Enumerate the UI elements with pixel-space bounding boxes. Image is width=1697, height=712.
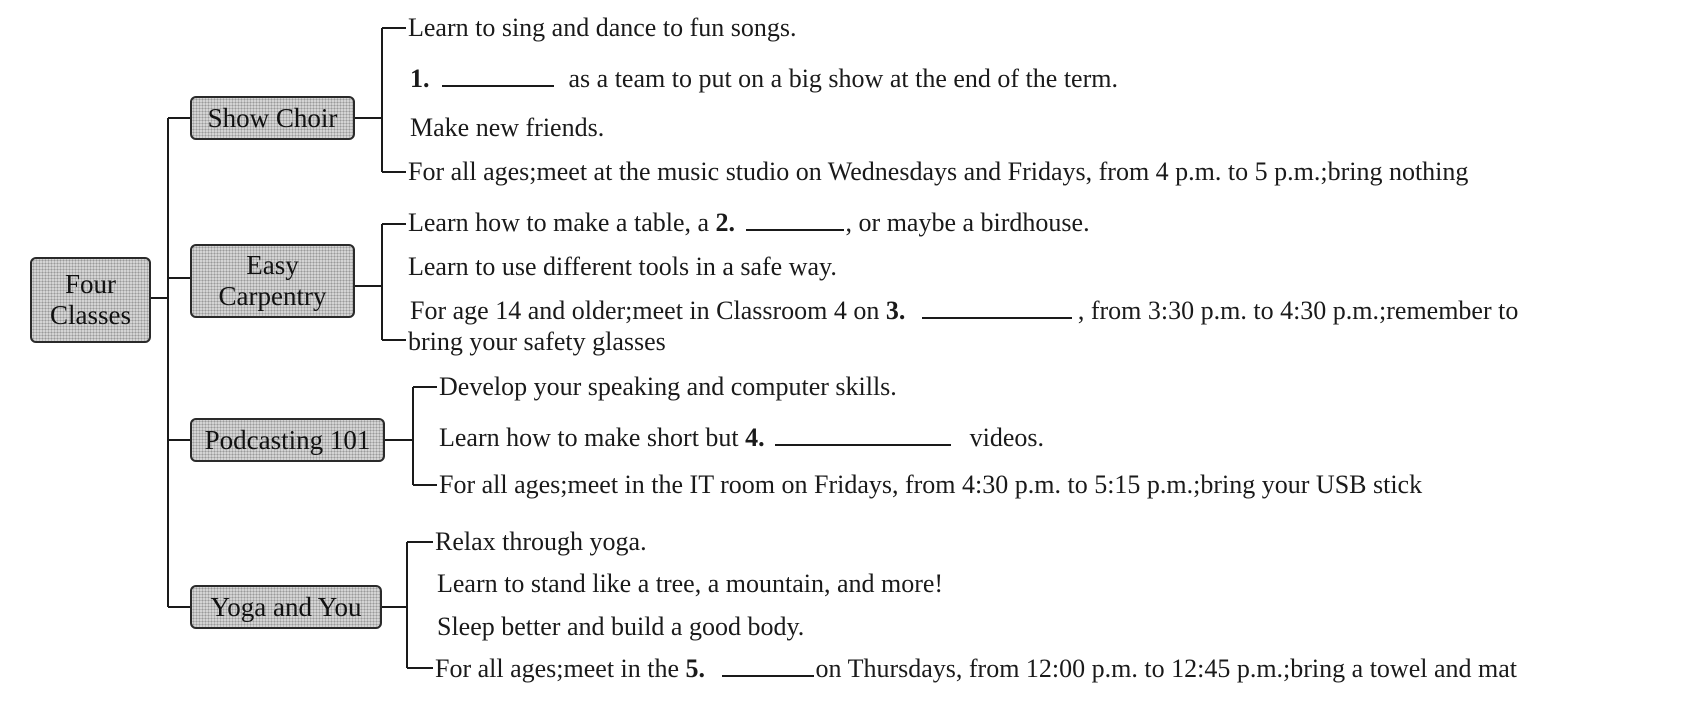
- show-choir-item-3: Make new friends.: [410, 113, 605, 142]
- answer-blank[interactable]: [442, 63, 554, 87]
- class-node-easy-carpentry: [190, 244, 355, 318]
- root-label-line-1: Four: [64, 269, 116, 299]
- podcasting-item-2: Learn how to make short but 4. videos.: [439, 423, 1045, 452]
- show-choir-item-2: 1. as a team to put on a big show at the end of the term.: [410, 64, 1118, 93]
- blank-number: 4.: [745, 423, 765, 452]
- yoga-item-2: Learn to stand like a tree, a mountain, and more!: [437, 569, 944, 598]
- carpentry-item-3: For age 14 and older;meet in Classroom 4 on 3. , from 3:30 p.m. to 4:30 p.m.;remember to: [410, 296, 1519, 325]
- root-label-line-2: Classes: [50, 300, 131, 330]
- carpentry-item-3-continued: bring your safety glasses: [408, 327, 666, 356]
- blank-number: 5.: [685, 654, 706, 683]
- show-choir-item-1: Learn to sing and dance to fun songs.: [408, 13, 797, 42]
- blank-number: 1.: [410, 64, 430, 93]
- root-node: [30, 257, 151, 343]
- answer-blank[interactable]: [746, 207, 844, 231]
- podcasting-item-1: Develop your speaking and computer skills.: [439, 372, 897, 401]
- class-label: Yoga and You: [210, 591, 362, 622]
- yoga-item-4: For all ages;meet in the 5. on Thursdays, from 12:00 p.m. to 12:45 p.m.;bring a towel and mat: [435, 654, 1517, 683]
- class-label: Show Choir: [207, 102, 338, 133]
- class-node-podcasting-101: [190, 418, 385, 462]
- answer-blank[interactable]: [722, 653, 814, 677]
- blank-number: 2.: [715, 208, 736, 237]
- podcasting-item-3: For all ages;meet in the IT room on Fridays, from 4:30 p.m. to 5:15 p.m.;bring your USB stick: [439, 470, 1423, 499]
- carpentry-item-1: Learn how to make a table, a 2. , or maybe a birdhouse.: [408, 208, 1090, 237]
- carpentry-item-2: Learn to use different tools in a safe way.: [408, 252, 837, 281]
- show-choir-item-4: For all ages;meet at the music studio on Wednesdays and Fridays, from 4 p.m. to 5 p.m.;bring nothing: [408, 157, 1469, 186]
- answer-blank[interactable]: [775, 422, 951, 446]
- class-label-line-1: Easy: [246, 250, 299, 280]
- answer-blank[interactable]: [922, 295, 1072, 319]
- class-node-show-choir: [190, 96, 355, 140]
- class-node-yoga-and-you: [190, 585, 382, 629]
- yoga-item-1: Relax through yoga.: [435, 527, 647, 556]
- blank-number: 3.: [885, 296, 906, 325]
- yoga-item-3: Sleep better and build a good body.: [437, 612, 805, 641]
- class-label: Podcasting 101: [204, 424, 371, 455]
- class-label-line-2: Carpentry: [218, 281, 327, 311]
